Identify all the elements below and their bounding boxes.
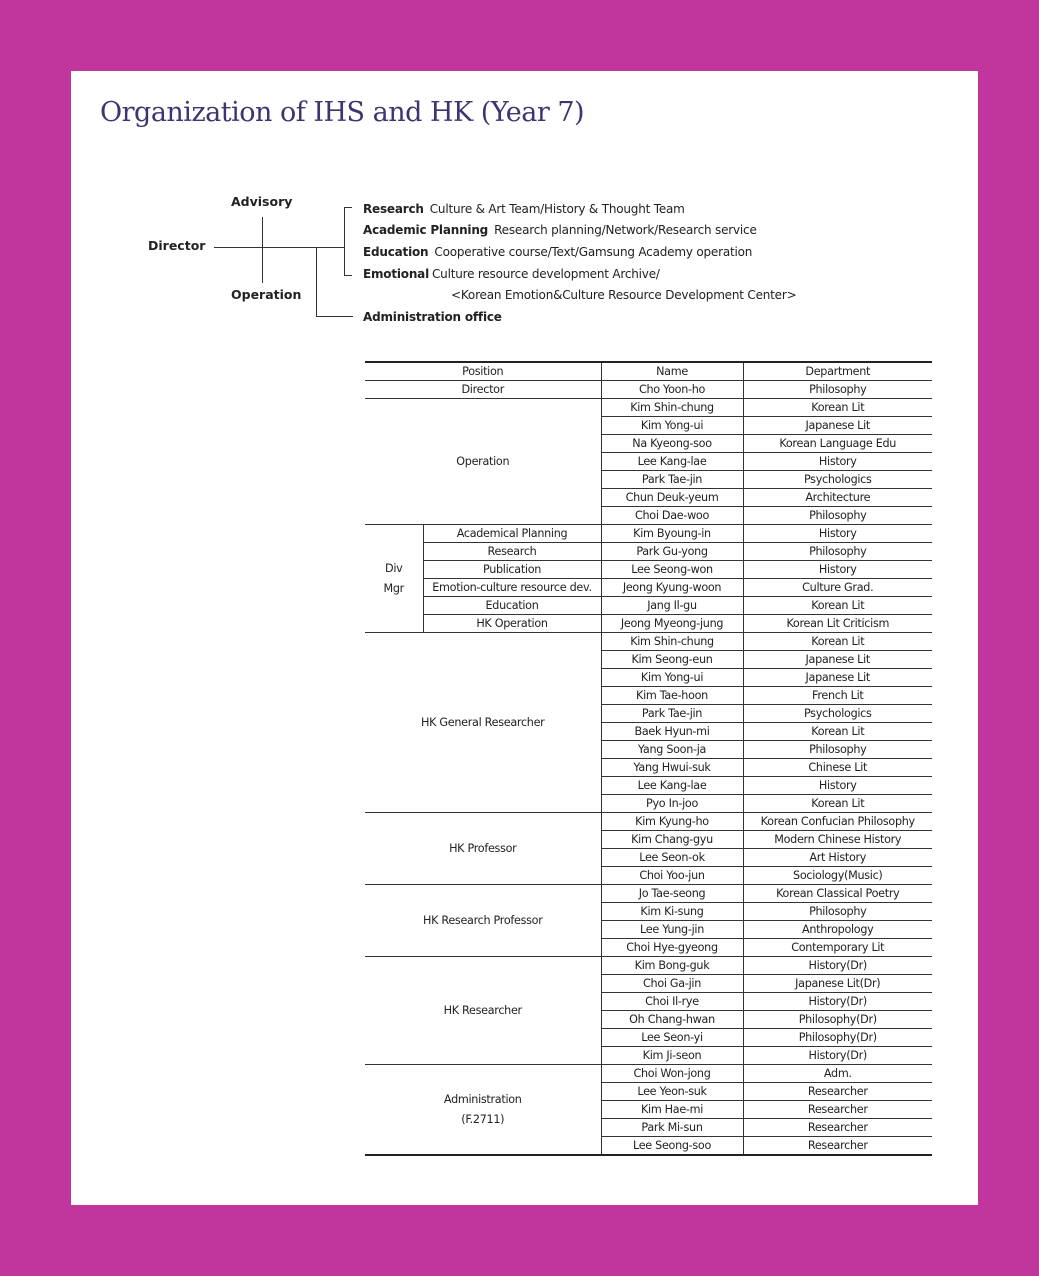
- department-cell: Korean Lit: [743, 795, 932, 813]
- department-cell: Korean Confucian Philosophy: [743, 813, 932, 831]
- department-cell: Architecture: [743, 489, 932, 507]
- department-cell: Korean Lit Criticism: [743, 615, 932, 633]
- position-group-cell: [365, 1065, 601, 1156]
- org-unit-name: Education: [363, 245, 429, 259]
- name-cell: Kim Yong-ui: [601, 417, 743, 435]
- name-cell: Park Gu-yong: [601, 543, 743, 561]
- name-cell: Chun Deuk-yeum: [601, 489, 743, 507]
- department-cell: Researcher: [743, 1101, 932, 1119]
- department-cell: Korean Lit: [743, 399, 932, 417]
- position-group-cell: Operation: [365, 399, 601, 525]
- name-cell: Jang Il-gu: [601, 597, 743, 615]
- name-cell: Choi Il-rye: [601, 993, 743, 1011]
- department-cell: Psychologics: [743, 705, 932, 723]
- header-department: Department: [743, 362, 932, 381]
- div-mgr-cell: [365, 525, 423, 633]
- sub-position-cell: Academical Planning: [423, 525, 601, 543]
- connector-advisory-operation: [262, 217, 263, 283]
- department-cell: Psychologics: [743, 471, 932, 489]
- name-cell: Kim Chang-gyu: [601, 831, 743, 849]
- name-cell: Kim Byoung-in: [601, 525, 743, 543]
- name-cell: Kim Ki-sung: [601, 903, 743, 921]
- name-cell: Park Tae-jin: [601, 471, 743, 489]
- org-unit-emotional-center: <Korean Emotion&Culture Resource Development Center>: [451, 288, 797, 302]
- department-cell: Japanese Lit: [743, 651, 932, 669]
- sub-position-cell: HK Operation: [423, 615, 601, 633]
- department-cell: Chinese Lit: [743, 759, 932, 777]
- name-cell: Oh Chang-hwan: [601, 1011, 743, 1029]
- department-cell: History(Dr): [743, 993, 932, 1011]
- department-cell: Researcher: [743, 1083, 932, 1101]
- table-row: [365, 615, 932, 633]
- department-cell: Philosophy: [743, 741, 932, 759]
- org-director: Director: [148, 238, 206, 253]
- name-cell: Baek Hyun-mi: [601, 723, 743, 741]
- department-cell: Researcher: [743, 1119, 932, 1137]
- department-cell: Philosophy: [743, 507, 932, 525]
- department-cell: Korean Lit: [743, 723, 932, 741]
- connector-admin-vertical: [316, 247, 317, 316]
- connector-main: [214, 247, 344, 248]
- department-cell: Modern Chinese History: [743, 831, 932, 849]
- name-cell: Park Mi-sun: [601, 1119, 743, 1137]
- org-unit-name: Emotional: [363, 267, 429, 281]
- header-name: Name: [601, 362, 743, 381]
- department-cell: Adm.: [743, 1065, 932, 1083]
- table-row: [365, 579, 932, 597]
- name-cell: Na Kyeong-soo: [601, 435, 743, 453]
- sub-position-cell: Research: [423, 543, 601, 561]
- staff-table-body: [365, 362, 932, 1155]
- position-group-cell: HK Professor: [365, 813, 601, 885]
- org-unit-desc: Research planning/Network/Research service: [494, 223, 757, 237]
- name-cell: Pyo In-joo: [601, 795, 743, 813]
- org-advisory: Advisory: [231, 194, 293, 209]
- department-cell: Contemporary Lit: [743, 939, 932, 957]
- department-cell: Korean Lit: [743, 597, 932, 615]
- org-unit-education: [363, 245, 752, 259]
- name-cell: Choi Won-jong: [601, 1065, 743, 1083]
- department-cell: Philosophy(Dr): [743, 1029, 932, 1047]
- page-title: Organization of IHS and HK (Year 7): [100, 97, 585, 128]
- name-cell: Kim Hae-mi: [601, 1101, 743, 1119]
- connector-units-top: [344, 207, 352, 208]
- position-label-sub: Mgr: [383, 581, 404, 595]
- org-unit-desc: Culture resource development Archive/: [432, 267, 660, 281]
- name-cell: Lee Seon-yi: [601, 1029, 743, 1047]
- name-cell: Choi Ga-jin: [601, 975, 743, 993]
- table-row: [365, 1065, 932, 1083]
- table-row: [365, 525, 932, 543]
- name-cell: Cho Yoon-ho: [601, 381, 743, 399]
- table-row: [365, 399, 932, 417]
- department-cell: History(Dr): [743, 957, 932, 975]
- department-cell: Japanese Lit(Dr): [743, 975, 932, 993]
- name-cell: Jeong Kyung-woon: [601, 579, 743, 597]
- org-unit-research: [363, 202, 685, 216]
- position-group-cell: HK Researcher: [365, 957, 601, 1065]
- table-row: [365, 543, 932, 561]
- connector-units-bottom: [344, 275, 352, 276]
- table-row: [365, 885, 932, 903]
- position-label: Administration: [443, 1092, 522, 1106]
- department-cell: Art History: [743, 849, 932, 867]
- sub-position-cell: Education: [423, 597, 601, 615]
- staff-table: [365, 361, 932, 1156]
- name-cell: Park Tae-jin: [601, 705, 743, 723]
- name-cell: Lee Seon-ok: [601, 849, 743, 867]
- name-cell: Yang Hwui-suk: [601, 759, 743, 777]
- table-row-director: [365, 381, 932, 399]
- department-cell: History: [743, 777, 932, 795]
- department-cell: Korean Classical Poetry: [743, 885, 932, 903]
- table-row: [365, 633, 932, 651]
- department-cell: Philosophy: [743, 543, 932, 561]
- org-unit-name: Research: [363, 202, 424, 216]
- table-row: [365, 597, 932, 615]
- position-label: Div: [385, 561, 403, 575]
- department-cell: Korean Language Edu: [743, 435, 932, 453]
- name-cell: Jo Tae-seong: [601, 885, 743, 903]
- name-cell: Kim Tae-hoon: [601, 687, 743, 705]
- department-cell: Japanese Lit: [743, 417, 932, 435]
- table-row: [365, 561, 932, 579]
- name-cell: Choi Hye-gyeong: [601, 939, 743, 957]
- org-chart: [71, 71, 978, 341]
- department-cell: French Lit: [743, 687, 932, 705]
- name-cell: Yang Soon-ja: [601, 741, 743, 759]
- org-unit-desc: Culture & Art Team/History & Thought Team: [429, 202, 685, 216]
- position-cell: Director: [365, 381, 601, 399]
- name-cell: Jeong Myeong-jung: [601, 615, 743, 633]
- department-cell: Philosophy(Dr): [743, 1011, 932, 1029]
- header-position: Position: [365, 362, 601, 381]
- sub-position-cell: Emotion-culture resource dev.: [423, 579, 601, 597]
- department-cell: Philosophy: [743, 381, 932, 399]
- name-cell: Kim Shin-chung: [601, 633, 743, 651]
- name-cell: Kim Bong-guk: [601, 957, 743, 975]
- name-cell: Choi Dae-woo: [601, 507, 743, 525]
- department-cell: Philosophy: [743, 903, 932, 921]
- name-cell: Lee Seong-soo: [601, 1137, 743, 1156]
- department-cell: Korean Lit: [743, 633, 932, 651]
- department-cell: Japanese Lit: [743, 669, 932, 687]
- department-cell: Researcher: [743, 1137, 932, 1156]
- table-row: [365, 813, 932, 831]
- name-cell: Kim Kyung-ho: [601, 813, 743, 831]
- name-cell: Choi Yoo-jun: [601, 867, 743, 885]
- name-cell: Kim Yong-ui: [601, 669, 743, 687]
- document-page: [71, 71, 978, 1205]
- department-cell: History: [743, 561, 932, 579]
- name-cell: Kim Seong-eun: [601, 651, 743, 669]
- table-header-row: [365, 362, 932, 381]
- org-operation: Operation: [231, 287, 302, 302]
- name-cell: Lee Yung-jin: [601, 921, 743, 939]
- department-cell: History(Dr): [743, 1047, 932, 1065]
- position-label-sub: (F.2711): [461, 1112, 505, 1126]
- department-cell: Anthropology: [743, 921, 932, 939]
- position-group-cell: HK General Researcher: [365, 633, 601, 813]
- org-unit-emotional: [363, 267, 660, 281]
- table-row: [365, 957, 932, 975]
- name-cell: Lee Kang-lae: [601, 777, 743, 795]
- department-cell: History: [743, 525, 932, 543]
- sub-position-cell: Publication: [423, 561, 601, 579]
- org-unit-desc: Cooperative course/Text/Gamsung Academy operation: [434, 245, 753, 259]
- department-cell: Culture Grad.: [743, 579, 932, 597]
- name-cell: Lee Seong-won: [601, 561, 743, 579]
- name-cell: Lee Kang-lae: [601, 453, 743, 471]
- org-unit-name: Academic Planning: [363, 223, 489, 237]
- department-cell: History: [743, 453, 932, 471]
- org-unit-admin-office: Administration office: [363, 310, 502, 324]
- name-cell: Kim Ji-seon: [601, 1047, 743, 1065]
- connector-admin-horizontal: [316, 316, 353, 317]
- connector-units-bracket: [344, 207, 345, 276]
- position-group-cell: HK Research Professor: [365, 885, 601, 957]
- department-cell: Sociology(Music): [743, 867, 932, 885]
- org-unit-academic-planning: [363, 223, 757, 237]
- name-cell: Lee Yeon-suk: [601, 1083, 743, 1101]
- name-cell: Kim Shin-chung: [601, 399, 743, 417]
